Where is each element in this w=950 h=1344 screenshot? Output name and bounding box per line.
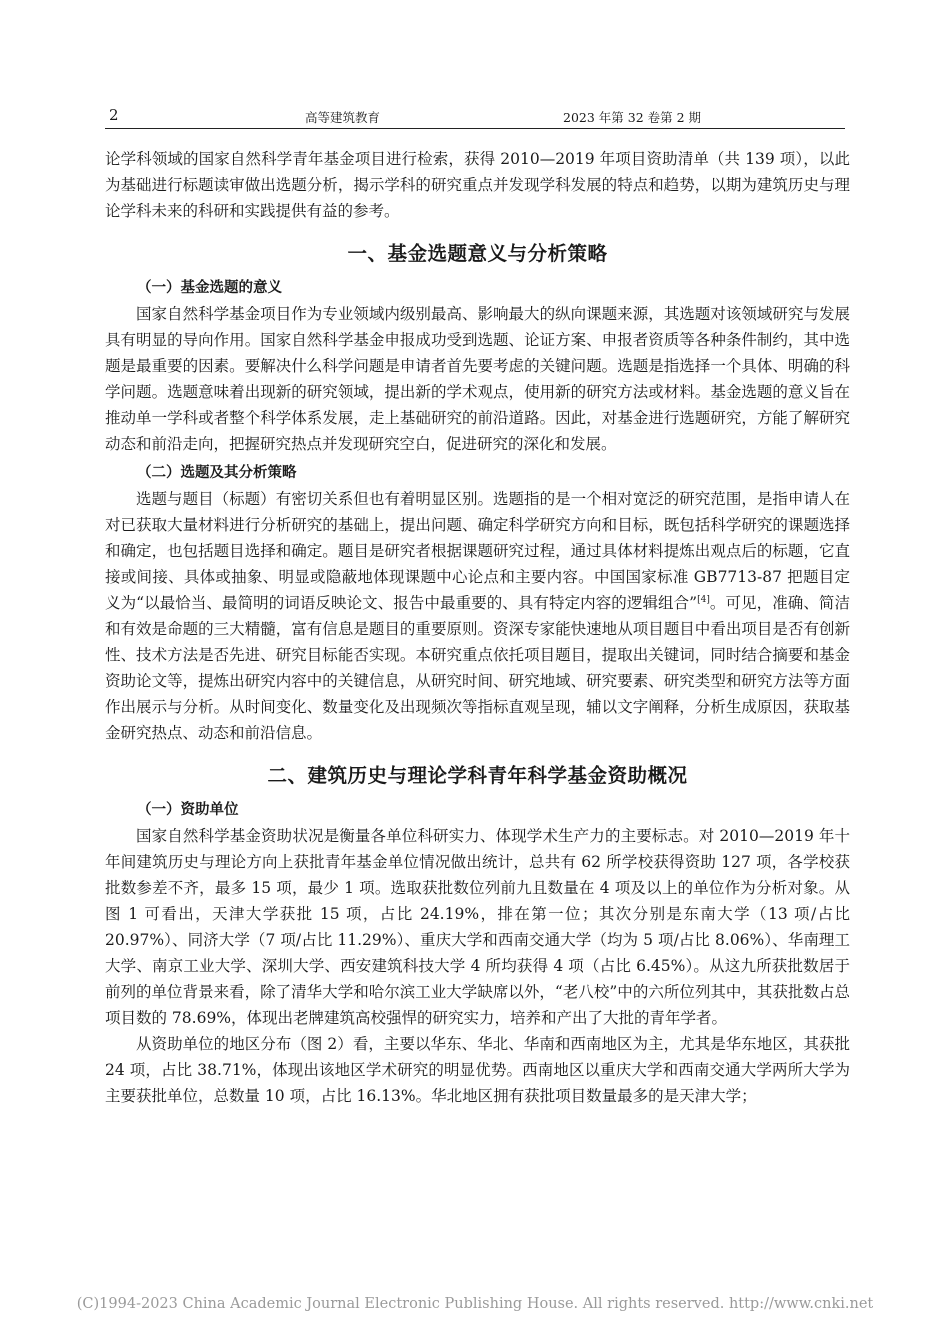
running-header: [105, 106, 845, 129]
subsection-2-1-paragraph-1: 国家自然科学基金资助状况是衡量各单位科研实力、体现学术生产力的主要标志。对 2010—2019 年十年间建筑历史与理论方向上获批青年基金单位情况做出统计，总共有 62 所学校获得资助 127 项，各学校获批数参差不齐，最多 15 项，最少 1 项。选取获批数位列前九且数量在 4 项及以上的单位作为分析对象。从图 1 可看出，天津大学获批 15 项，占比 24.19%，排在第一位；其次分别是东南大学（13 项/占比 20.97%）、同济大学（7 项/占比 11.29%）、重庆大学和西南交通大学（均为 5 项/占比 8.06%）、华南理工大学、南京工业大学、深圳大学、西安建筑科技大学 4 所均获得 4 项（占比 6.45%）。从这九所获批数居于前列的单位背景来看，除了清华大学和哈尔滨工业大学缺席以外，“老八校”中的六所位列其中，其获批数占总项目数的 78.69%，体现出老牌建筑高校强悍的研究实力，培养和产出了大批的青年学者。: [105, 827, 850, 1027]
intro-paragraph: 论学科领域的国家自然科学青年基金项目进行检索，获得 2010—2019 年项目资助清单（共 139 项），以此为基础进行标题读审做出选题分析，揭示学科的研究重点并发现学科发展的特点和趋势，以期为建筑历史与理论学科未来的科研和实践提供有益的参考。: [105, 150, 850, 220]
subsection-2-1-paragraph-2: 从资助单位的地区分布（图 2）看，主要以华东、华北、华南和西南地区为主，尤其是华东地区，其获批 24 项，占比 38.71%，体现出该地区学术研究的明显优势。西南地区以重庆大学和西南交通大学两所大学为主要获批单位，总数量 10 项，占比 16.13%。华北地区拥有获批项目数量最多的是天津大学；: [105, 1035, 850, 1105]
subsection-1-2-paragraph: [105, 486, 850, 746]
subsection-2-1-title: （一）资助单位: [137, 802, 239, 818]
copyright-footer: (C)1994-2023 China Academic Journal Electronic Publishing House. All rights reserved. http://www.cnki.net: [76, 1296, 874, 1312]
section-2-title: 二、建筑历史与理论学科青年科学基金资助概况: [267, 764, 688, 787]
citation-ref: [4]: [697, 594, 710, 605]
paragraph-text: 。可见，准确、简洁和有效是命题的三大精髓，富有信息是题目的重要原则。资深专家能快速地从项目题目中看出项目是否有创新性、技术方法是否先进、研究目标能否实现。本研究重点依托项目题目，提取出关键词，同时结合摘要和基金资助论文等，提炼出研究内容中的关键信息，从研究时间、研究地域、研究要素、研究类型和研究方法等方面作出展示与分析。从时间变化、数量变化及出现频次等指标直观呈现，辅以文字阐释，分析生成原因，获取基金研究热点、动态和前沿信息。: [105, 594, 850, 742]
journal-name: 高等建筑教育: [305, 110, 381, 125]
subsection-1-2-title: （二）选题及其分析策略: [137, 465, 297, 481]
section-1-title: 一、基金选题意义与分析策略: [347, 242, 608, 265]
subsection-1-1-paragraph: 国家自然科学基金项目作为专业领域内级别最高、影响最大的纵向课题来源，其选题对该领域研究与发展具有明显的导向作用。国家自然科学基金申报成功受到选题、论证方案、申报者资质等各种条件制约，其中选题是最重要的因素。要解决什么科学问题是申请者首先要考虑的关键问题。选题是指选择一个具体、明确的科学问题。选题意味着出现新的研究领域，提出新的学术观点，使用新的研究方法或材料。基金选题的意义旨在推动单一学科或者整个科学体系发展，走上基础研究的前沿道路。因此，对基金进行选题研究，方能了解研究动态和前沿走向，把握研究热点并发现研究空白，促进研究的深化和发展。: [105, 305, 850, 453]
subsection-1-1-title: （一）基金选题的意义: [137, 280, 282, 296]
paragraph-text: 选题与题目（标题）有密切关系但也有着明显区别。选题指的是一个相对宽泛的研究范围，是指申请人在对已获取大量材料进行分析研究的基础上，提出问题、确定科学研究方向和目标，既包括科学研究的课题选择和确定，也包括题目选择和确定。题目是研究者根据课题研究过程，通过具体材料提炼出观点后的标题，它直接或间接、具体或抽象、明显或隐蔽地体现课题中心论点和主要内容。中国国家标准 GB7713-87 把题目定义为“以最恰当、最简明的词语反映论文、报告中最重要的、具有特定内容的逻辑组合”: [105, 490, 850, 612]
article-body: [105, 146, 850, 1109]
issue-info: 2023 年第 32 卷第 2 期: [563, 110, 702, 125]
page-number: 2: [109, 106, 119, 124]
